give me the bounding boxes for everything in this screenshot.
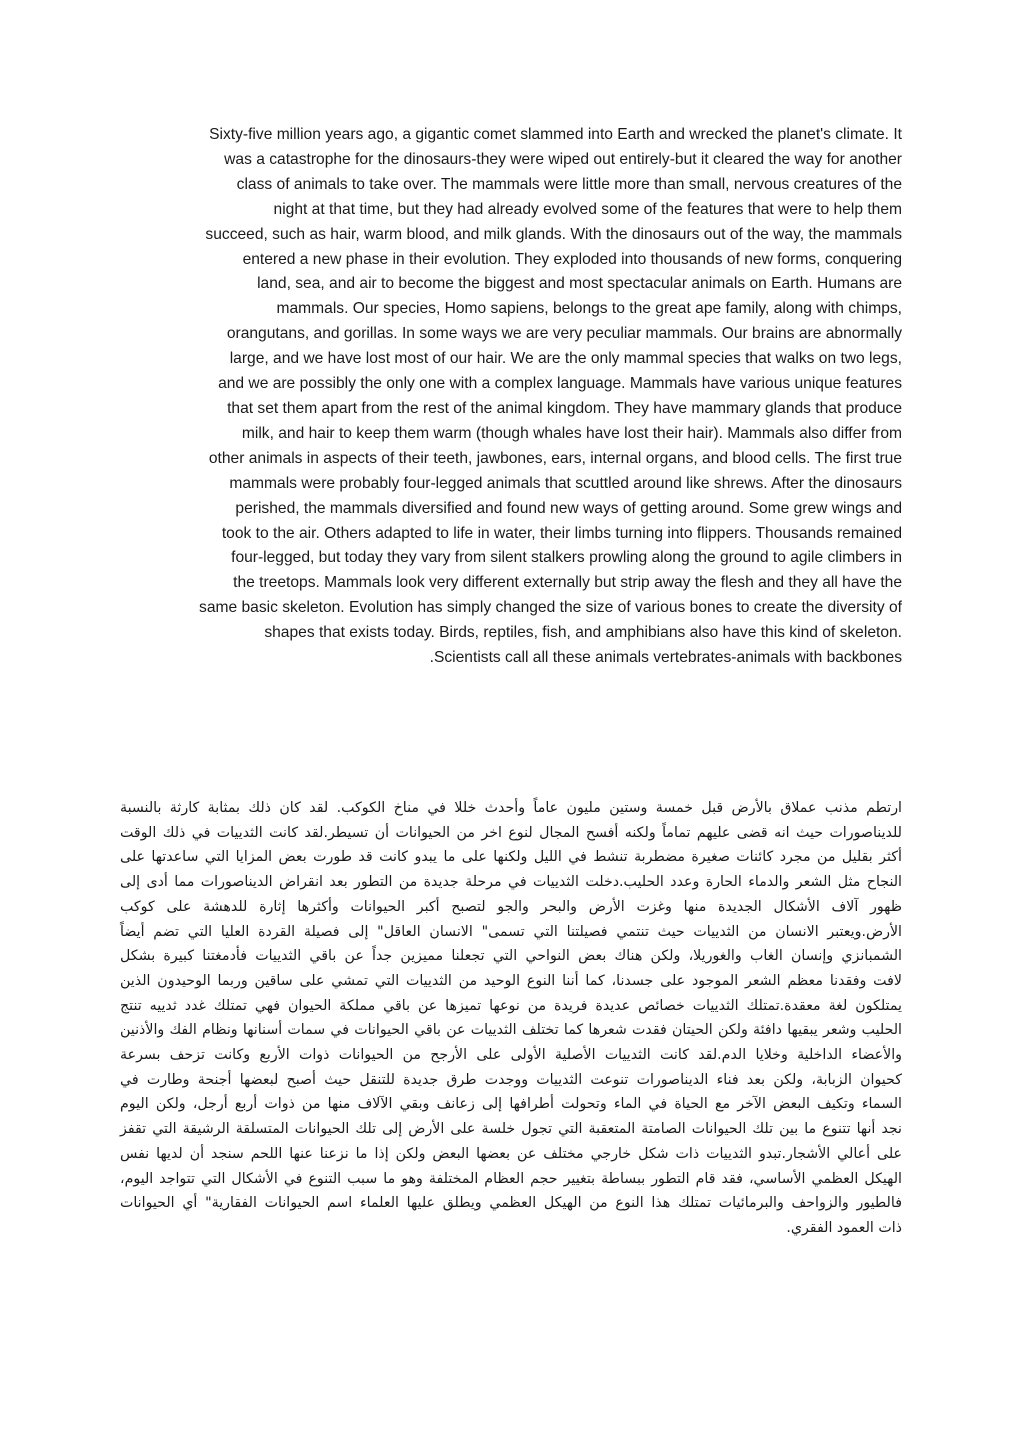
english-line: four-legged, but today they vary from silent stalkers prowling along the ground to agile climbers in [231, 549, 902, 567]
arabic-line: ذات العمود الفقري. [786, 1219, 902, 1236]
arabic-line: فالطيور والزواحف والبرمائيات تمتلك هذا النوع من الهيكل العظمي ويطلق عليها العلماء اسم الحيوانات الفقارية" أي الحيوانات [120, 1195, 902, 1212]
arabic-line: لافت وفقدنا معظم الشعر الموجود على جسدنا، كما أننا النوع الوحيد من الثدييات التي تمشي على ساقين وربما الوحيدون الذين [120, 972, 902, 989]
english-line: mammals. Our species, Homo sapiens, belongs to the great ape family, along with chimps, [276, 300, 902, 318]
english-line: other animals in aspects of their teeth, jawbones, ears, internal organs, and blood cells. The first true [208, 449, 902, 467]
arabic-line: كحيوان الزبابة، ولكن بعد فناء الديناصورات تنوعت الثدييات ووجدت طرق جديدة للتنقل حيث أصبح لبعضها أجنحة وطارت في [120, 1071, 902, 1088]
arabic-line: السماء وتكيف البعض الآخر مع الحياة في الماء وتحولت أطرافها إلى زعانف وبقي الآلاف منها من ذوات أربع أرجل، ولكن اليوم [120, 1096, 902, 1113]
arabic-line: الأرض.ويعتبر الانسان من الثدييات حيث تنتمي فصيلتنا التي تسمى" الانسان العاقل" إلى فصيلة القردة العليا التي تضم أيضاً [120, 923, 902, 940]
english-line: night at that time, but they had already evolved some of the features that were to help them [273, 200, 902, 218]
english-line: mammals were probably four-legged animals that scuttled around like shrews. After the dinosaurs [229, 474, 902, 492]
arabic-line: للديناصورات حيث انه قضى عليهم تماماً ولكنه أفسح المجال لنوع اخر من الحيوانات أن تسيطر.لقد كانت الثدييات في ذلك الوقت [120, 824, 902, 841]
arabic-line: الحليب وشعر يبقيها دافئة ولكن الحيتان فقدت شعرها كما تختلف الثدييات عن باقي الحيوانات في سمات أسنانها ونظام الفك والأذنين [120, 1022, 902, 1039]
arabic-line: يمتلكون لغة معقدة.تمتلك الثدييات خصائص عديدة فريدة من نوعها تميزها عن باقي مملكة الحيوان فهي تمتلك غدد ثدييه تنتج [120, 997, 902, 1014]
english-line: same basic skeleton. Evolution has simply changed the size of various bones to create the diversity of [199, 599, 902, 617]
english-line: perished, the mammals diversified and found new ways of getting around. Some grew wings and [235, 499, 902, 517]
arabic-line: نجد أنها تتنوع ما بين تلك الحيوانات الصامتة المتعقبة التي تجول خلسة على الأرض إلى تلك الحيوانات المتسلقة الرشيقة التي تقفز [120, 1121, 902, 1138]
arabic-paragraph [120, 796, 902, 1241]
arabic-line: ارتطم مذنب عملاق بالأرض قبل خمسة وستين مليون عاماً وأحدث خللا في مناخ الكوكب. لقد كان ذلك بمثابة كارثة بالنسبة [120, 800, 902, 816]
english-line: was a catastrophe for the dinosaurs-they were wiped out entirely-but it cleared the way for another [224, 150, 902, 168]
english-paragraph [120, 123, 902, 671]
arabic-line: والأعضاء الداخلية وخلايا الدم.لقد كانت الثدييات الأصلية الأولى على الأرجح من الحيوانات ذوات الأربع وكانت تزحف بسرعة [120, 1047, 902, 1064]
english-line: .Scientists call all these animals vertebrates-animals with backbones [429, 649, 902, 667]
arabic-line: الهيكل العظمي الأساسي، فقد قام التطور ببساطة بتغيير حجم العظام المختلفة وهو ما سبب التنوع في الأشكال التي تتواجد اليوم، [120, 1170, 902, 1187]
english-line: succeed, such as hair, warm blood, and milk glands. With the dinosaurs out of the way, the mammals [205, 225, 902, 243]
english-line: orangutans, and gorillas. In some ways we are very peculiar mammals. Our brains are abnormally [226, 325, 902, 343]
arabic-line: ظهور آلاف الأشكال الجديدة منها وغزت الأرض والبحر والجو لتصبح أكبر الحيوانات وأكثرها إثارة للدهشة على كوكب [120, 898, 902, 915]
arabic-line: النجاح مثل الشعر والدماء الحارة وعدد الحليب.دخلت الثدييات في مرحلة جديدة من التطور بعد انقراض الديناصورات مما أدى إلى [120, 874, 902, 891]
english-line: shapes that exists today. Birds, reptiles, fish, and amphibians also have this kind of skeleton. [264, 624, 902, 642]
english-line: entered a new phase in their evolution. They exploded into thousands of new forms, conquering [242, 250, 902, 268]
english-line: the treetops. Mammals look very different externally but strip away the flesh and they all have the [233, 574, 902, 592]
english-line: land, sea, and air to become the biggest and most spectacular animals on Earth. Humans are [257, 275, 902, 293]
english-line: and we are possibly the only one with a complex language. Mammals have various unique features [218, 375, 902, 393]
english-line: milk, and hair to keep them warm (though whales have lost their hair). Mammals also differ from [241, 424, 902, 442]
english-line: Sixty-five million years ago, a gigantic comet slammed into Earth and wrecked the planet's climate. It [209, 126, 902, 143]
english-line: large, and we have lost most of our hair. We are the only mammal species that walks on two legs, [229, 350, 902, 368]
english-line: took to the air. Others adapted to life in water, their limbs turning into flippers. Thousands remained [221, 524, 902, 542]
english-line: class of animals to take over. The mammals were little more than small, nervous creatures of the [236, 175, 902, 193]
english-line: that set them apart from the rest of the animal kingdom. They have mammary glands that produce [227, 399, 902, 417]
arabic-line: على أعالي الأشجار.تبدو الثدييات ذات شكل خارجي مختلف عن بعضها البعض ولكن إذا ما نزعنا عنها اللحم سنجد أن لديها نفس [120, 1145, 902, 1162]
arabic-line: أكثر بقليل من مجرد كائنات صغيرة مضطربة تنشط في الليل ولكنها على ما يبدو كانت قد طورت بعض المزايا التي ساعدتها على [120, 849, 902, 866]
arabic-line: الشمبانزي وإنسان الغاب والغوريلا، ولكن هناك بعض النواحي التي تجعلنا مميزين جداً عن باقي الثدييات فأدمغتنا كبيرة بشكل [120, 948, 902, 965]
